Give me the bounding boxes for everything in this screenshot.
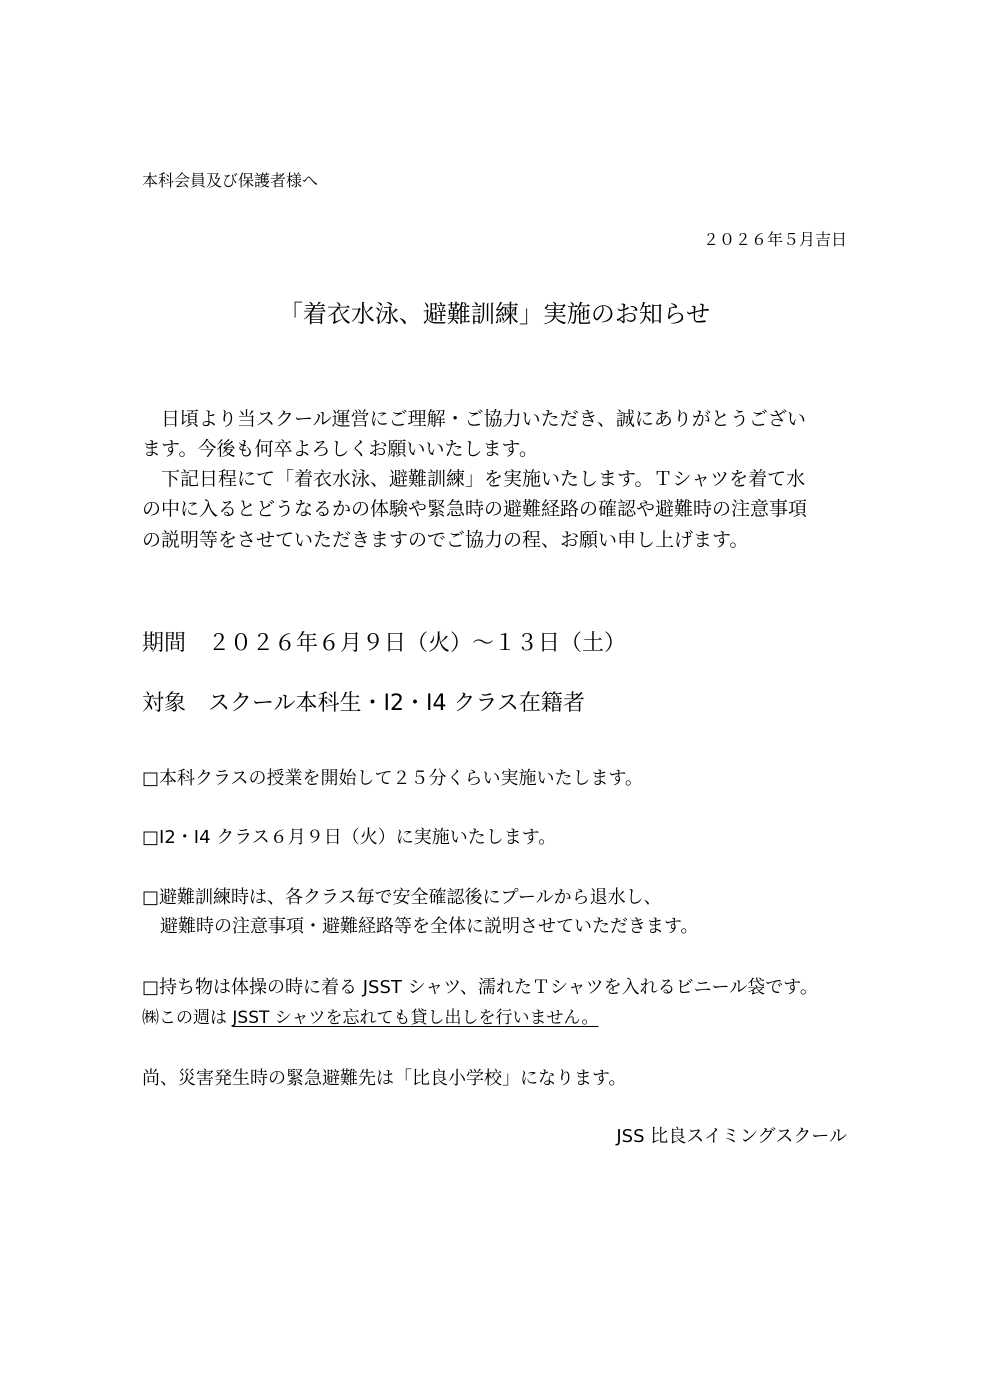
caution-note	[142, 1010, 598, 1027]
body-line: の説明等をさせていただきますのでご協力の程、お願い申し上げます。	[142, 529, 749, 551]
notice-title: 「着衣水泳、避難訓練」実施のお知らせ	[278, 300, 711, 328]
body-line: 下記日程にて「着衣水泳、避難訓練」を実施いたします。Ｔシャツを着て水	[142, 468, 806, 490]
body-line: 日頃より当スクール運営にご理解・ご協力いただき、誠にありがとうござい	[142, 408, 806, 430]
body-line: の中に入るとどうなるかの体験や緊急時の避難経路の確認や避難時の注意事項	[142, 498, 808, 520]
sender-name: JSS 比良スイミングスクール	[616, 1126, 847, 1147]
evacuation-note: 尚、災害発生時の緊急避難先は「比良小学校」になります。	[142, 1068, 627, 1089]
note-item: □本科クラスの授業を開始して２５分くらい実施いたします。	[142, 768, 644, 789]
addressee: 本科会員及び保護者様へ	[142, 171, 319, 190]
note-item: □持ち物は体操の時に着る JSST シャツ、濡れたＴシャツを入れるビニール袋です。	[142, 977, 818, 998]
note-item-continuation: 避難時の注意事項・避難経路等を全体に説明させていただきます。	[142, 916, 699, 937]
caution-underlined-text: JSST シャツを忘れても貸し出しを行いません。	[232, 1008, 599, 1028]
caution-prefix: ㈱この週は	[142, 1008, 233, 1028]
issue-date: ２０２６年５月吉日	[702, 230, 847, 249]
target-detail: 対象 スクール本科生・I2・I4 クラス在籍者	[142, 691, 585, 716]
note-item: □I2・I4 クラス６月９日（火）に実施いたします。	[142, 827, 557, 848]
note-item: □避難訓練時は、各クラス毎で安全確認後にプールから退水し、	[142, 887, 662, 908]
period-detail: 期間 ２０２６年６月９日（火）～１３日（土）	[142, 631, 627, 656]
body-line: ます。今後も何卒よろしくお願いいたします。	[142, 438, 538, 460]
